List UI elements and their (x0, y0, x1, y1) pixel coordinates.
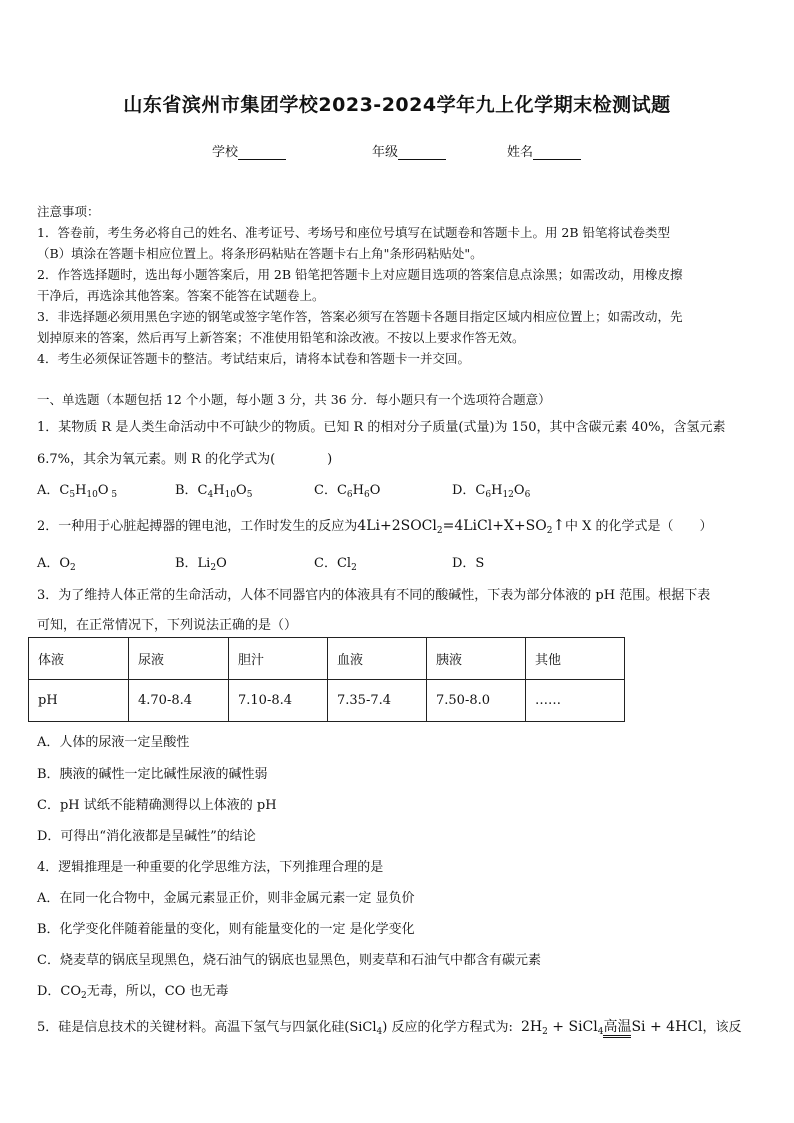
note-4: 4．考生必须保证答题卡的整洁。考试结束后，请将本试卷和答题卡一并交回。 (37, 351, 470, 366)
table-cell: …… (526, 680, 625, 722)
name-blank (533, 146, 581, 160)
gas-arrow-icon: ↑ (552, 516, 566, 534)
q3-line1: 3．为了维持人体正常的生命活动，人体不同器官内的体液具有不同的酸碱性，下表为部分体液的 pH 范围。根据下表 (37, 588, 711, 603)
q4-option-d[interactable]: D．$CO_2$无毒，所以，CO 也无毒 (37, 984, 229, 1001)
note-3b: 划掉原来的答案，然后再写上新答案；不准使用铅笔和涂改液。不按以上要求作答无效。 (37, 330, 525, 345)
q3-option-b[interactable]: B．胰液的碱性一定比碱性尿液的碱性弱 (37, 767, 268, 782)
q4-option-c[interactable]: C．烧麦草的锅底呈现黑色，烧石油气的锅底也显黑色，则麦草和石油气中都含有碳元素 (37, 953, 541, 968)
table-cell: 4.70-8.4 (129, 680, 229, 722)
note-1a: 1．答卷前，考生务必将自己的姓名、准考证号、考场号和座位号填写在试题卷和答题卡上。用 2B 铅笔将试卷类型 (37, 225, 671, 240)
q5-equation: $2H_2$ + SiCl$_4$高温Si + 4HCl (520, 1019, 703, 1037)
q1-line1: 1．某物质 R 是人类生命活动中不可缺少的物质。已知 R 的相对分子质量(式量)为 150，其中含碳元素 40%，含氢元素 (37, 420, 726, 435)
table-cell: 体液 (29, 638, 129, 680)
q1-option-c[interactable]: C．$C_6H_6O$ (314, 483, 381, 500)
table-cell: 7.50-8.0 (427, 680, 526, 722)
table-cell: pH (29, 680, 129, 722)
notes-heading: 注意事项： (37, 204, 100, 219)
section-heading: 一、单选题（本题包括 12 个小题，每小题 3 分，共 36 分．每小题只有一个选项符合题意） (37, 392, 551, 407)
name-label: 姓名 (507, 145, 534, 160)
q4-option-a[interactable]: A．在同一化合物中，金属元素显正价，则非金属元素一定 显负价 (37, 891, 415, 906)
table-row (29, 680, 625, 722)
note-2b: 干净后，再选涂其他答案。答案不能答在试题卷上。 (37, 288, 325, 303)
table-header-row (29, 638, 625, 680)
note-1b: （B）填涂在答题卡相应位置上。将条形码粘贴在答题卡右上角"条形码粘贴处"。 (37, 246, 483, 261)
table-cell: 胰液 (427, 638, 526, 680)
reaction-condition: 高温 (603, 1019, 631, 1038)
name-field (507, 141, 581, 160)
q2-equation: $4Li+2SOCl_2=4LiCl+X+SO_2↑$ (357, 516, 566, 536)
school-label: 学校 (212, 145, 239, 160)
q2-option-d[interactable]: D．S (452, 556, 485, 571)
grade-blank (398, 146, 446, 160)
q4-option-b[interactable]: B．化学变化伴随着能量的变化，则有能量变化的一定 是化学变化 (37, 922, 415, 937)
table-cell: 7.10-8.4 (229, 680, 328, 722)
q1-option-a[interactable]: A．$C_5H_{10}O$ $_5$ (37, 483, 118, 500)
table-cell: 7.35-7.4 (328, 680, 427, 722)
q3-line2: 可知，在正常情况下，下列说法正确的是（） (37, 618, 298, 633)
ph-table (28, 637, 625, 722)
table-cell: 胆汁 (229, 638, 328, 680)
table-cell: 血液 (328, 638, 427, 680)
q3-option-d[interactable]: D．可得出“消化液都是呈碱性”的结论 (37, 829, 256, 844)
note-2a: 2．作答选择题时，选出每小题答案后，用 2B 铅笔把答题卡上对应题目选项的答案信息点涂黑；如需改动，用橡皮擦 (37, 267, 683, 282)
q1-option-b[interactable]: B．$C_4H_{10}O_5$ (175, 483, 253, 500)
note-3a: 3．非选择题必须用黑色字迹的钢笔或签字笔作答，答案必须写在答题卡各题目指定区域内相应位置上；如需改动，先 (37, 309, 683, 324)
q2-option-b[interactable]: B．$Li_2O$ (175, 556, 227, 573)
q5-stem: 5．硅是信息技术的关键材料。高温下氢气与四氯化硅(SiCl$_4$) 反应的化学方程式为: $2H_2$ + SiCl$_4$高温Si + 4HCl，该反 (37, 1019, 742, 1037)
q1-line2: 6.7%，其余为氧元素。则 R 的化学式为( ) (37, 452, 333, 467)
q2-option-c[interactable]: C．$Cl_2$ (314, 556, 357, 573)
q2-option-a[interactable]: A．$O_2$ (37, 556, 76, 573)
table-cell: 尿液 (129, 638, 229, 680)
q3-option-c[interactable]: C．pH 试纸不能精确测得以上体液的 pH (37, 798, 277, 813)
school-field (212, 141, 286, 160)
q3-option-a[interactable]: A．人体的尿液一定呈酸性 (37, 735, 190, 750)
grade-label: 年级 (372, 145, 399, 160)
page-title: 山东省滨州市集团学校2023-2024学年九上化学期末检测试题 (123, 94, 671, 116)
grade-field (372, 141, 446, 160)
table-cell: 其他 (526, 638, 625, 680)
school-blank (238, 146, 286, 160)
q1-option-d[interactable]: D．$C_6H_{12}O_6$ (452, 483, 531, 500)
q4-stem: 4．逻辑推理是一种重要的化学思维方法，下列推理合理的是 (37, 860, 384, 875)
q2-stem: 2．一种用于心脏起搏器的锂电池，工作时发生的反应为$4Li+2SOCl_2=4LiCl+X+SO_2↑$中 X 的化学式是（ ） (37, 516, 713, 536)
